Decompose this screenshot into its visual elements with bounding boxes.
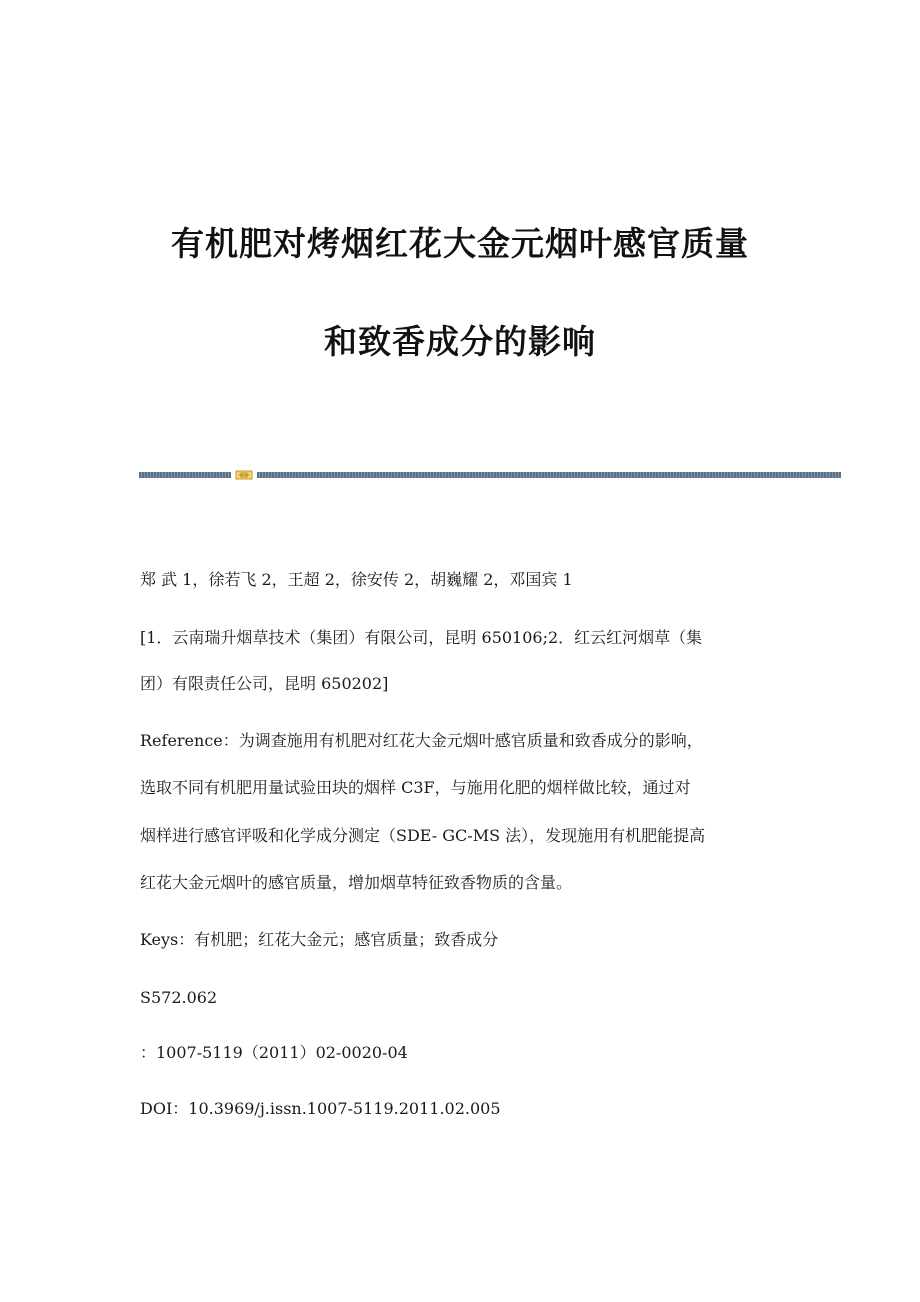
title-line-1: 有机肥对烤烟红花大金元烟叶感官质量 bbox=[171, 224, 749, 263]
article-number: ：1007-5119（2011）02-0020-04 bbox=[140, 1043, 408, 1062]
affiliation-line-1: [1．云南瑞升烟草技术（集团）有限公司，昆明 650106;2．红云红河烟草（集 bbox=[140, 628, 703, 647]
affiliation-line-2: 团）有限责任公司，昆明 650202] bbox=[140, 674, 389, 693]
title-line-2: 和致香成分的影响 bbox=[324, 322, 596, 361]
abstract-line-2: 选取不同有机肥用量试验田块的烟样 C3F，与施用化肥的烟样做比较，通过对 bbox=[140, 778, 691, 797]
classification-code: S572.062 bbox=[140, 988, 218, 1007]
doi: DOI：10.3969/j.issn.1007-5119.2011.02.005 bbox=[140, 1099, 501, 1118]
keywords: Keys：有机肥；红花大金元；感官质量；致香成分 bbox=[140, 930, 499, 949]
authors: 郑 武 1，徐若飞 2，王超 2，徐安传 2，胡巍耀 2，邓国宾 1 bbox=[140, 570, 573, 589]
divider-bar-right bbox=[257, 472, 841, 478]
ornament-icon bbox=[235, 470, 253, 480]
abstract-line-3: 烟样进行感官评吸和化学成分测定（SDE- GC-MS 法），发现施用有机肥能提高 bbox=[140, 826, 706, 845]
abstract-line-4: 红花大金元烟叶的感官质量，增加烟草特征致香物质的含量。 bbox=[140, 873, 573, 892]
abstract-line-1: Reference：为调查施用有机肥对红花大金元烟叶感官质量和致香成分的影响， bbox=[140, 731, 703, 750]
decorative-divider bbox=[139, 470, 841, 480]
divider-bar-left bbox=[139, 472, 231, 478]
